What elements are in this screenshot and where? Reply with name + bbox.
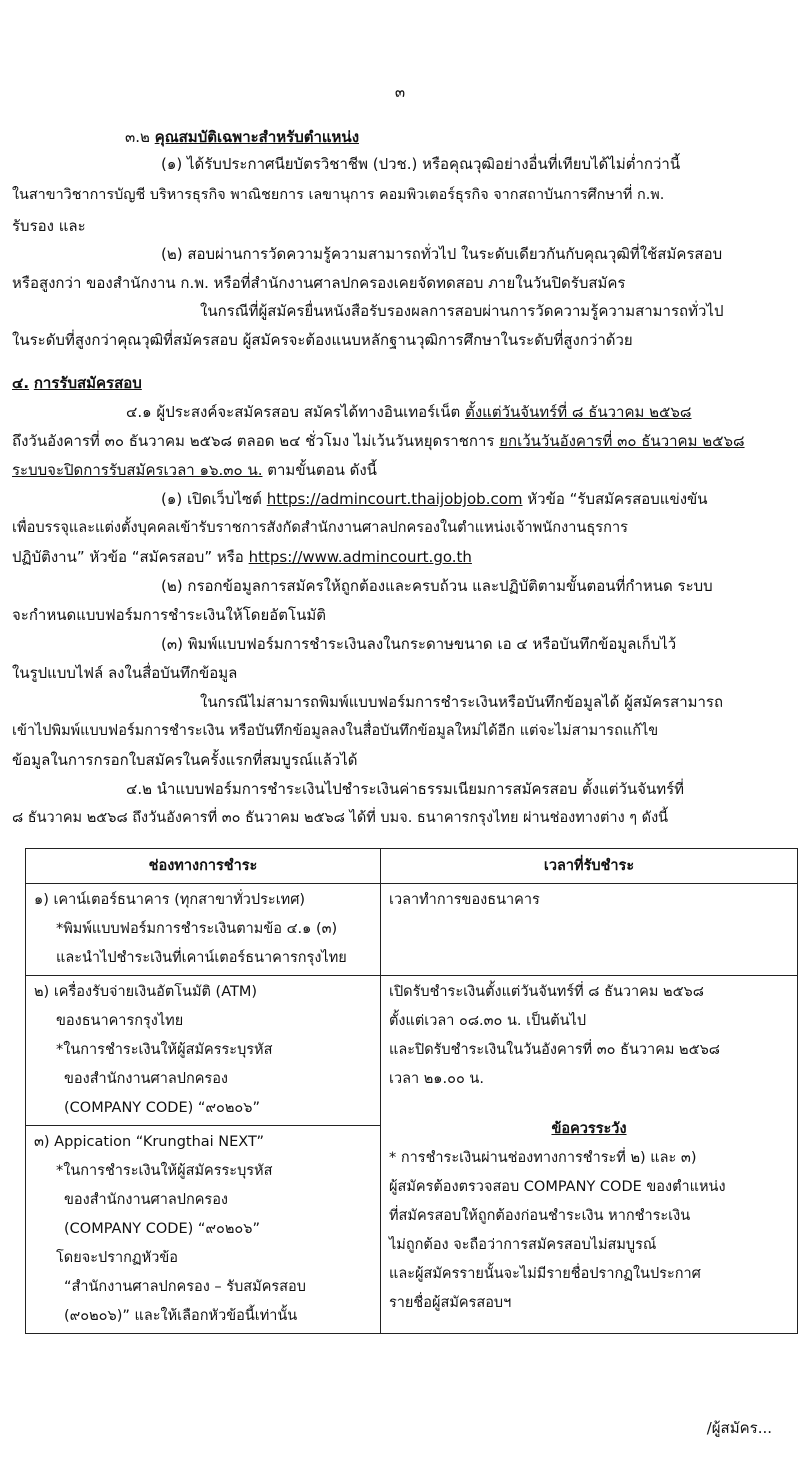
channel-cell-3 [26,1126,381,1334]
paragraph-4-1-line-2 [12,430,745,452]
section-4-heading [12,372,142,394]
time-cell-2-3 [381,976,798,1334]
channel-text: *พิมพ์แบบฟอร์มการชำระเงินตามข้อ ๔.๑ (๓) [56,921,338,937]
channel-text: ๒) เครื่องรับจ่ายเงินอัตโนมัติ (ATM) [34,984,258,1000]
qualification-line-5: หรือสูงกว่า ของสำนักงาน ก.พ. หรือที่สำนักงานศาลปกครองเคยจัดทดสอบ ภายในวันปิดรับสมัคร [12,274,626,292]
caution-text: ที่สมัครสอบให้ถูกต้องก่อนชำระเงิน หากชำระเงิน [389,1208,691,1224]
paragraph-4-2-line-2: ๘ ธันวาคม ๒๕๖๘ ถึงวันอังคารที่ ๓๐ ธันวาคม ๒๕๖๘ ได้ที่ บมจ. ธนาคารกรุงไทย ผ่านช่องทางต่าง ๆ ดังนี้ [12,810,669,826]
heading-number: ๓.๒ [125,128,150,146]
step-3-line-2: ในรูปแบบไฟล์ ลงในสื่อบันทึกข้อมูล [12,664,238,682]
channel-text: โดยจะปรากฏหัวข้อ [56,1250,178,1266]
channel-text: (๙๐๒๐๖)” และให้เลือกหัวข้อนี้เท่านั้น [64,1308,298,1324]
time-text: เปิดรับชำระเงินตั้งแต่วันจันทร์ที่ ๘ ธันวาคม ๒๕๖๘ [389,984,704,1000]
time-text: ตั้งแต่เวลา ๐๘.๓๐ น. เป็นต้นไป [389,1013,587,1029]
paragraph-4-1-line-3 [12,459,377,481]
time-text: เวลาทำการของธนาคาร [389,892,540,908]
channel-text: ของธนาคารกรุงไทย [56,1013,184,1029]
text-underlined: ระบบจะปิดการรับสมัครเวลา ๑๖.๓๐ น. [12,461,263,479]
channel-text: ของสำนักงานศาลปกครอง [64,1071,229,1087]
caution-text: และผู้สมัครรายนั้นจะไม่มีรายชื่อปรากฏในประกาศ [389,1266,701,1282]
caution-text: ไม่ถูกต้อง จะถือว่าการสมัครสอบไม่สมบูรณ์ [389,1237,657,1253]
time-text: เวลา ๒๑.๐๐ น. [389,1071,484,1087]
header-payment-channel: ช่องทางการชำระ [26,849,381,884]
paragraph-4-1-line-1 [126,401,692,423]
text: ถึงวันอังคารที่ ๓๐ ธันวาคม ๒๕๖๘ ตลอด ๒๔ ชั่วโมง ไม่เว้นวันหยุดราชการ [12,432,495,450]
table-header-row [26,849,798,884]
qualification-line-6: ในกรณีที่ผู้สมัครยื่นหนังสือรับรองผลการสอบผ่านการวัดความรู้ความสามารถทั่วไป [200,302,724,320]
heading-number: ๔. [12,374,30,392]
step-2-line-2: จะกำหนดแบบฟอร์มการชำระเงินให้โดยอัตโนมัติ [12,606,326,624]
qualification-line-4: (๒) สอบผ่านการวัดความรู้ความสามารถทั่วไป ในระดับเดียวกันกับคุณวุฒิที่ใช้สมัครสอบ [161,245,723,263]
step-1-line-2: เพื่อบรรจุและแต่งตั้งบุคคลเข้ารับราชการสังกัดสำนักงานศาลปกครองในตำแหน่งเจ้าพนักงานธุรการ [12,519,628,536]
qualification-line-2: ในสาขาวิชาการบัญชี บริหารธุรกิจ พาณิชยการ เลขานุการ คอมพิวเตอร์ธุรกิจ จากสถาบันการศึกษาที่ ก.พ. [12,187,665,203]
note-line-3: ข้อมูลในการกรอกใบสมัครในครั้งแรกที่สมบูรณ์แล้วได้ [12,751,358,769]
channel-cell-1 [26,884,381,976]
paragraph-4-2-line-1: ๔.๒ นำแบบฟอร์มการชำระเงินไปชำระเงินค่าธรรมเนียมการสมัครสอบ ตั้งแต่วันจันทร์ที่ [126,780,685,798]
channel-text: “สำนักงานศาลปกครอง – รับสมัครสอบ [64,1279,306,1295]
caution-title: ข้อควรระวัง [551,1121,627,1137]
page-number: ๓ [394,83,406,101]
registration-website-link[interactable]: https://admincourt.thaijobjob.com [266,490,523,508]
time-text: และปิดรับชำระเงินในวันอังคารที่ ๓๐ ธันวาคม ๒๕๖๘ [389,1042,720,1058]
text: (๑) เปิดเว็บไซต์ [161,490,262,508]
step-2-line-1: (๒) กรอกข้อมูลการสมัครให้ถูกต้องและครบถ้วน และปฏิบัติตามขั้นตอนที่กำหนด ระบบ [161,577,713,595]
section-3-2-heading [125,126,359,148]
admincourt-website-link[interactable]: https://www.admincourt.go.th [248,548,472,566]
channel-text: (COMPANY CODE) “๙๐๒๐๖” [64,1100,260,1116]
payment-channels-table [25,848,798,1334]
table-row [26,884,798,976]
channel-text: ๑) เคาน์เตอร์ธนาคาร (ทุกสาขาทั่วประเทศ) [34,892,306,908]
heading-text: คุณสมบัติเฉพาะสำหรับตำแหน่ง [154,128,360,146]
channel-text: (COMPANY CODE) “๙๐๒๐๖” [64,1221,260,1237]
text-underlined: ยกเว้นวันอังคารที่ ๓๐ ธันวาคม ๒๕๖๘ [499,432,745,450]
text: ปฏิบัติงาน” หัวข้อ “สมัครสอบ” หรือ [12,548,244,566]
channel-text: และนำไปชำระเงินที่เคาน์เตอร์ธนาคารกรุงไทย [56,950,347,966]
channel-text: *ในการชำระเงินให้ผู้สมัครระบุรหัส [56,1163,273,1179]
heading-text: การรับสมัครสอบ [33,374,142,392]
channel-cell-2 [26,976,381,1126]
qualification-line-7: ในระดับที่สูงกว่าคุณวุฒิที่สมัครสอบ ผู้สมัครจะต้องแนบหลักฐานวุฒิการศึกษาในระดับที่สูงกว่าด้วย [12,331,633,349]
qualification-line-3: รับรอง และ [12,217,86,235]
caution-text: ผู้สมัครต้องตรวจสอบ COMPANY CODE ของตำแหน่ง [389,1179,726,1195]
caution-text: * การชำระเงินผ่านช่องทางการชำระที่ ๒) และ ๓) [389,1150,697,1166]
channel-text: ของสำนักงานศาลปกครอง [64,1192,229,1208]
step-1-line-3 [12,546,472,568]
caution-text: รายชื่อผู้สมัครสอบฯ [389,1295,512,1311]
continuation-footer: /ผู้สมัคร... [706,1419,772,1437]
text: ๔.๑ ผู้ประสงค์จะสมัครสอบ สมัครได้ทางอินเทอร์เน็ต [126,403,461,421]
step-1-line-1 [161,488,708,510]
header-payment-time: เวลาที่รับชำระ [381,849,798,884]
qualification-line-1: (๑) ได้รับประกาศนียบัตรวิชาชีพ (ปวช.) หรือคุณวุฒิอย่างอื่นที่เทียบได้ไม่ต่ำกว่านี้ [161,155,681,173]
channel-text: *ในการชำระเงินให้ผู้สมัครระบุรหัส [56,1042,273,1058]
text: ตามขั้นตอน ดังนี้ [267,461,377,479]
time-cell-1 [381,884,798,976]
step-3-line-1: (๓) พิมพ์แบบฟอร์มการชำระเงินลงในกระดาษขนาด เอ ๔ หรือบันทึกข้อมูลเก็บไว้ [161,635,677,653]
text: หัวข้อ “รับสมัครสอบแข่งขัน [527,490,708,508]
note-line-1: ในกรณีไม่สามารถพิมพ์แบบฟอร์มการชำระเงินหรือบันทึกข้อมูลได้ ผู้สมัครสามารถ [200,693,724,711]
table-row [26,976,798,1126]
channel-text: ๓) Appication “Krungthai NEXT” [34,1134,265,1150]
note-line-2: เข้าไปพิมพ์แบบฟอร์มการชำระเงิน หรือบันทึกข้อมูลลงในสื่อบันทึกข้อมูลใหม่ได้อีก แต่จะไม่สามารถแก้ไข [12,723,659,739]
text-underlined: ตั้งแต่วันจันทร์ที่ ๘ ธันวาคม ๒๕๖๘ [465,403,692,421]
